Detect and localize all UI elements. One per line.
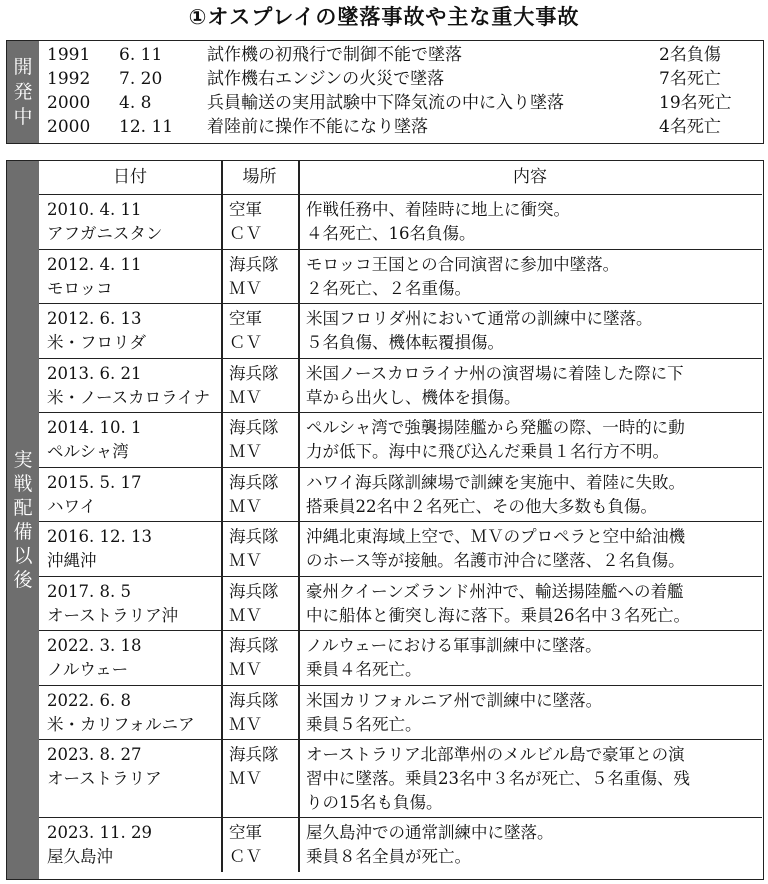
place-line: ＭＶ <box>229 387 262 407</box>
table-row <box>39 304 762 359</box>
date-line: 2016. 12. 13 <box>47 527 152 546</box>
cell-place <box>229 743 297 791</box>
place-line: ＭＶ <box>229 769 262 788</box>
table-row <box>39 359 762 414</box>
date-line: 沖縄沖 <box>47 551 97 570</box>
dev-year: 1992 <box>47 69 91 89</box>
place-line: 海兵隊 <box>229 363 279 383</box>
content-line: 米国ノースカロライナ州の演習場に着陸した際に下 <box>306 363 684 383</box>
cell-date <box>47 253 219 301</box>
place-line: ＣＶ <box>229 224 262 243</box>
date-line: 米・カリフォルニア <box>47 714 195 734</box>
date-line: 2015. 5. 17 <box>47 472 142 492</box>
date-line: 2022. 6. 8 <box>47 690 131 710</box>
cell-date <box>47 471 219 519</box>
cell-content <box>306 471 758 519</box>
cell-date <box>47 525 219 573</box>
content-line: 草から出火し、機体を損傷。 <box>306 387 521 407</box>
cell-place <box>229 634 297 682</box>
dev-desc: 試作機右エンジンの火災で墜落 <box>207 69 445 89</box>
date-line: 米・ノースカロライナ <box>47 387 211 407</box>
date-line: 2014. 10. 1 <box>47 418 142 437</box>
development-section <box>6 40 764 144</box>
content-line: のホース等が接触。名護市沖合に墜落、２名負傷。 <box>306 551 685 570</box>
development-label: 開 発 中 <box>7 41 39 143</box>
cell-content <box>306 198 758 246</box>
content-line: 力が低下。海中に飛び込んだ乗員１名行方不明。 <box>306 442 669 461</box>
place-line: 海兵隊 <box>229 581 279 601</box>
cell-date <box>47 689 219 737</box>
deployment-section <box>6 160 764 880</box>
cell-place <box>229 416 297 464</box>
place-line: 海兵隊 <box>229 254 279 274</box>
content-line: ハワイ海兵隊訓練場で訓練を実施中、着陸に失敗。 <box>306 472 686 492</box>
cell-content <box>306 821 758 869</box>
cell-place <box>229 471 297 519</box>
table-row <box>39 413 762 468</box>
date-line: 2010. 4. 11 <box>47 200 142 219</box>
date-line: 2023. 11. 29 <box>47 823 152 842</box>
place-line: ＭＶ <box>229 551 262 570</box>
cell-place <box>229 253 297 301</box>
cell-content <box>306 580 758 628</box>
date-line: 2013. 6. 21 <box>47 363 142 383</box>
header-date: 日付 <box>113 167 147 187</box>
cell-content <box>306 307 758 355</box>
content-line: 米国フロリダ州において通常の訓練中に墜落。 <box>306 309 653 328</box>
dev-date: 7. 20 <box>119 69 163 89</box>
cell-content <box>306 525 758 573</box>
dev-date: 6. 11 <box>119 45 163 65</box>
place-line: 海兵隊 <box>229 472 279 492</box>
date-line: 米・フロリダ <box>47 333 146 352</box>
dev-year: 2000 <box>47 117 91 137</box>
cell-place <box>229 580 297 628</box>
dev-year: 2000 <box>47 93 91 113</box>
content-line: 米国カリフォルニア州で訓練中に墜落。 <box>306 690 603 710</box>
dev-casualties: 4名死亡 <box>659 117 721 137</box>
place-line: ＭＶ <box>229 714 262 734</box>
cell-date <box>47 198 219 246</box>
content-line: りの15名も負傷。 <box>306 793 443 812</box>
date-line: アフガニスタン <box>47 224 163 243</box>
cell-date <box>47 821 219 869</box>
page-title: ①オスプレイの墜落事故や主な重大事故 <box>188 5 580 29</box>
dev-date: 4. 8 <box>119 93 152 113</box>
place-line: 海兵隊 <box>229 527 279 546</box>
incident-table <box>39 161 762 872</box>
deployment-label: 実 戦 配 備 以 後 <box>7 161 39 879</box>
content-line: ２名死亡、２名重傷。 <box>306 278 471 298</box>
cell-place <box>229 307 297 355</box>
content-line: 中に船体と衝突し海に落下。乗員26名中３名死亡。 <box>306 605 690 625</box>
content-line: 乗員４名死亡。 <box>306 660 422 679</box>
date-line: 2017. 8. 5 <box>47 581 131 601</box>
date-line: 2022. 3. 18 <box>47 636 142 655</box>
date-line: オーストラリア <box>47 769 162 788</box>
date-line: ハワイ <box>47 496 97 516</box>
place-line: 海兵隊 <box>229 636 279 655</box>
place-line: 空軍 <box>229 309 262 328</box>
dev-desc: 兵員輸送の実用試験中下降気流の中に入り墜落 <box>207 93 564 113</box>
content-line: オーストラリア北部準州のメルビル島で豪軍との演 <box>306 745 685 764</box>
cell-date <box>47 634 219 682</box>
dev-desc: 試作機の初飛行で制御不能で墜落 <box>207 45 462 65</box>
content-line: 搭乗員22名中２名死亡、その他大多数も負傷。 <box>306 496 657 516</box>
cell-date <box>47 416 219 464</box>
cell-date <box>47 307 219 355</box>
date-line: 2012. 4. 11 <box>47 254 142 274</box>
cell-content <box>306 416 758 464</box>
content-line: 作戦任務中、着陸時に地上に衝突。 <box>306 200 570 219</box>
table-row <box>39 686 762 741</box>
place-line: ＭＶ <box>229 660 262 679</box>
date-line: オーストラリア沖 <box>47 605 179 625</box>
cell-place <box>229 198 297 246</box>
date-line: 2012. 6. 13 <box>47 309 142 328</box>
content-line: 乗員８名全員が死亡。 <box>306 847 471 866</box>
cell-content <box>306 689 758 737</box>
date-line: 屋久島沖 <box>47 847 113 866</box>
date-line: ノルウェー <box>47 660 129 679</box>
place-line: ＣＶ <box>229 333 262 352</box>
dev-casualties: 7名死亡 <box>659 69 721 89</box>
place-line: ＭＶ <box>229 605 262 625</box>
table-row <box>39 631 762 686</box>
place-line: 海兵隊 <box>229 690 279 710</box>
content-line: ４名死亡、16名負傷。 <box>306 224 476 243</box>
dev-year: 1991 <box>47 45 91 65</box>
place-line: ＭＶ <box>229 278 262 298</box>
table-row <box>39 522 762 577</box>
cell-content <box>306 362 758 410</box>
place-line: 海兵隊 <box>229 418 279 437</box>
content-line: ５名負傷、機体転覆損傷。 <box>306 333 504 352</box>
cell-place <box>229 689 297 737</box>
table-header <box>39 161 762 195</box>
content-line: モロッコ王国との合同演習に参加中墜落。 <box>306 254 620 274</box>
header-place: 場所 <box>242 167 277 187</box>
cell-content <box>306 743 758 815</box>
dev-date: 12. 11 <box>119 117 174 137</box>
place-line: ＣＶ <box>229 847 262 866</box>
cell-content <box>306 253 758 301</box>
table-row <box>39 468 762 523</box>
table-row <box>39 818 762 872</box>
content-line: ノルウェーにおける軍事訓練中に墜落。 <box>306 636 602 655</box>
table-row <box>39 740 762 818</box>
content-line: 習中に墜落。乗員23名中３名が死亡、５名重傷、残 <box>306 769 690 788</box>
header-content: 内容 <box>513 167 547 187</box>
dev-casualties: 2名負傷 <box>659 45 721 65</box>
cell-place <box>229 821 297 869</box>
content-line: 乗員５名死亡。 <box>306 714 422 734</box>
content-line: 沖縄北東海域上空で、ＭＶのプロペラと空中給油機 <box>306 527 686 546</box>
cell-date <box>47 743 219 791</box>
table-row <box>39 195 762 250</box>
place-line: ＭＶ <box>229 496 262 516</box>
place-line: 空軍 <box>229 823 262 842</box>
place-line: ＭＶ <box>229 442 262 461</box>
content-line: 豪州クイーンズランド州沖で、輸送揚陸艦への着艦 <box>306 581 684 601</box>
date-line: ペルシャ湾 <box>47 442 129 461</box>
content-line: 屋久島沖での通常訓練中に墜落。 <box>306 823 554 842</box>
place-line: 空軍 <box>229 200 262 219</box>
date-line: 2023. 8. 27 <box>47 745 142 764</box>
dev-casualties: 19名死亡 <box>659 93 732 113</box>
dev-desc: 着陸前に操作不能になり墜落 <box>207 117 428 137</box>
cell-place <box>229 362 297 410</box>
place-line: 海兵隊 <box>229 745 279 764</box>
date-line: モロッコ <box>47 278 113 298</box>
cell-place <box>229 525 297 573</box>
table-row <box>39 250 762 305</box>
cell-date <box>47 580 219 628</box>
cell-date <box>47 362 219 410</box>
table-row <box>39 577 762 632</box>
content-line: ペルシャ湾で強襲揚陸艦から発艦の際、一時的に動 <box>306 418 685 437</box>
cell-content <box>306 634 758 682</box>
